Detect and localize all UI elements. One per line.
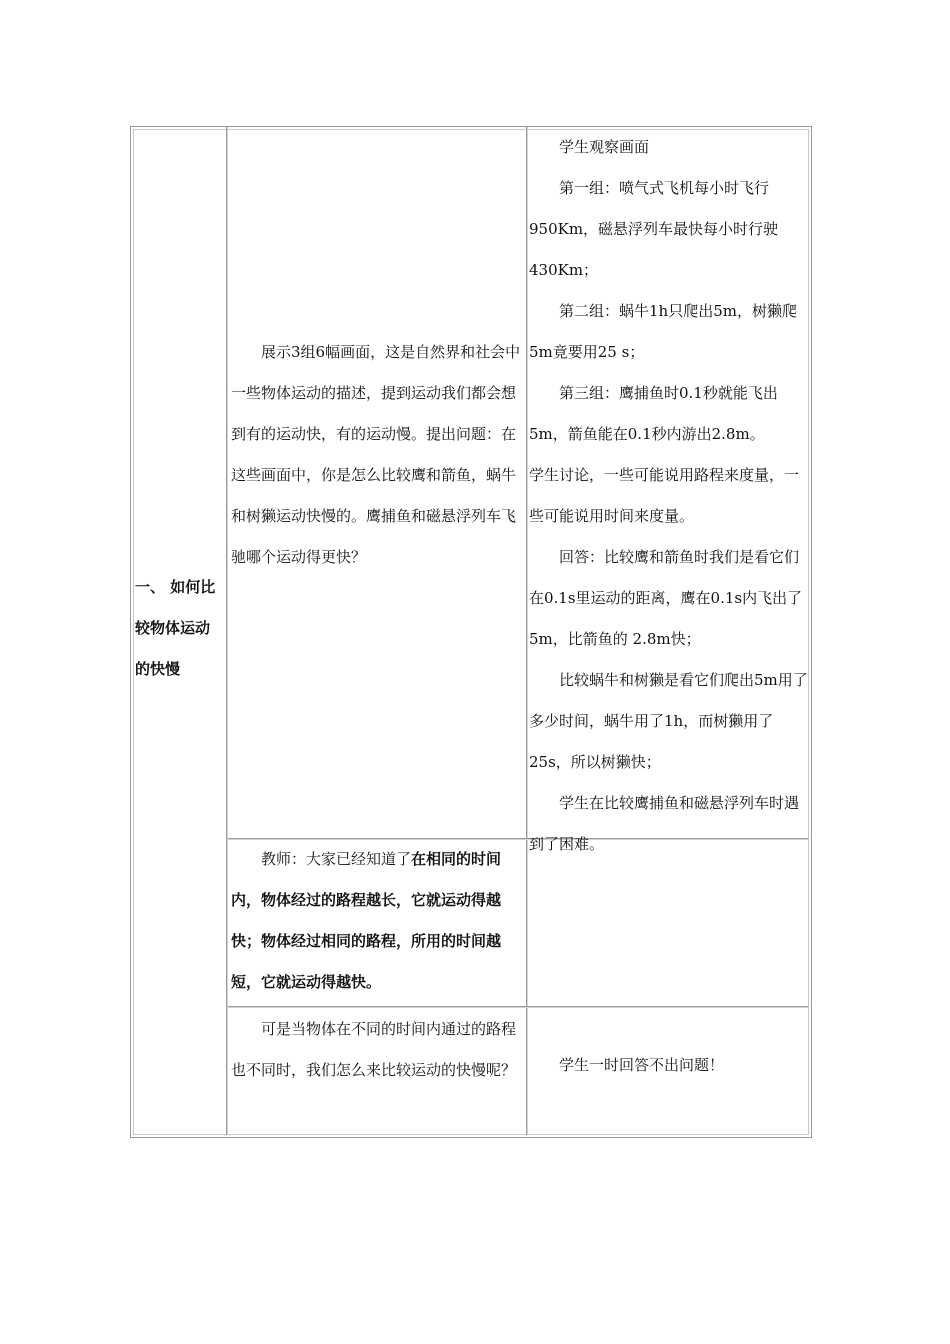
student-text-7: 比较蜗牛和树獭是看它们爬出5m用了多少时间，蜗牛用了1h，而树獭用了25s，所以树獭快； [529, 671, 808, 771]
student-text-5: 学生讨论，一些可能说用路程来度量，一些可能说用时间来度量。 [529, 466, 800, 525]
teacher-activity-1 [231, 332, 521, 578]
student-text-9: 学生一时回答不出问题！ [559, 1056, 725, 1074]
student-text-6: 回答：比较鹰和箭鱼时我们是看它们在0.1s里运动的距离，鹰在0.1s内飞出了5m，比箭鱼的 2.8m快； [529, 548, 803, 648]
teacher-text-1: 展示3组6幅画面，这是自然界和社会中一些物体运动的描述，提到运动我们都会想到有的运动快，有的运动慢。提出问题：在这些画面中，你是怎么比较鹰和箭鱼，蜗牛和树獭运动快慢的。鹰捕鱼和磁悬浮列车飞驰哪个运动得更快？ [231, 343, 521, 566]
student-activity-1 [529, 127, 810, 865]
student-text-3: 第二组：蜗牛1h只爬出5m，树獭爬5m竟要用25 s； [529, 302, 797, 361]
student-text-1: 学生观察画面 [559, 138, 650, 156]
teacher-activity-3 [231, 1009, 523, 1091]
section-heading-line2: 较物体运动 [135, 619, 211, 637]
student-text-2: 第一组：喷气式飞机每小时飞行950Km，磁悬浮列车最快每小时行驶430Km； [529, 179, 779, 279]
lesson-table [130, 126, 812, 1138]
teacher-text-2 [231, 839, 521, 1003]
section-heading-line1: 一、 如何比 [135, 578, 216, 596]
student-activity-3 [529, 1045, 810, 1086]
column-divider-1 [226, 127, 228, 1135]
column-divider-2 [526, 127, 528, 1135]
teacher-text-2-prefix: 教师：大家已经知道了 [261, 850, 412, 868]
student-text-8: 学生在比较鹰捕鱼和磁悬浮列车时遇到了困难。 [529, 794, 800, 853]
teacher-text-3: 可是当物体在不同的时间内通过的路程也不同时，我们怎么来比较运动的快慢呢？ [231, 1020, 517, 1079]
student-text-4: 第三组：鹰捕鱼时0.1秒就能飞出5m，箭鱼能在0.1秒内游出2.8m。 [529, 384, 778, 443]
teacher-text-2-emphasis: 在相同的时间内，物体经过的路程越长，它就运动得越快；物体经过相同的路程，所用的时间越短，它就运动得越快。 [231, 850, 502, 991]
row-divider-2 [228, 1006, 809, 1008]
section-heading-line3: 的快慢 [135, 660, 181, 678]
section-heading [135, 567, 225, 690]
teacher-activity-2 [231, 839, 521, 1003]
